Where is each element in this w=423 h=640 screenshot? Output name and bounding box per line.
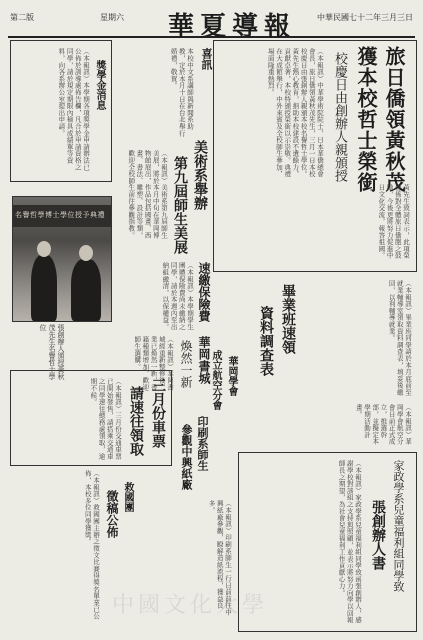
- home-headline-b: 張創辦人書: [370, 500, 386, 570]
- notice-headline: 速繳保險費: [197, 262, 211, 322]
- ticket-body: （本報訊）三月份交通車票已開始發售，請搭乘交通車之同學速往總務處領取，逾期不候。: [89, 378, 122, 460]
- invite-body: （本報訊）印刷系師生一行日前前往中興紙廠參觀，瞭解造紙流程，獲益良多。: [207, 500, 232, 616]
- photo-head-left: [37, 241, 51, 257]
- watermark: 中國文化大學: [112, 593, 269, 618]
- wedding-body: 本校中文系講師與新聞系助教，定於本月十日在台北舉行婚禮，敬賀。: [169, 48, 194, 137]
- bookstore-subheadline: 煥然一新: [179, 340, 193, 388]
- home-headline-a: 家政學系兒童福利組同學致: [392, 460, 405, 592]
- club-body: （本報訊）華岡學會航空分會日前正式成立，推選幹部，並擬定本學期活動計畫。: [354, 404, 412, 445]
- main-headline-a: 旅日僑領黃秋茂: [382, 46, 406, 193]
- ceremony-photo: [12, 196, 112, 322]
- invite-headline-b: 參觀中興紙廠: [180, 424, 193, 490]
- arts-body: （本報訊）美術系第九屆師生美展，將於本月中旬在華岡博物館展出，作品包括國畫、西畫、書法、雕塑、設計等類，歡迎全校師生前往參觀指教。: [127, 150, 168, 239]
- bookstore-body: （本報訊）華岡書城經重新整修後，業已煥然一新，書籍種類增加，歡迎師生選購。: [133, 336, 174, 391]
- club-headline-b: 成立航空分會: [210, 350, 221, 410]
- award-headline: 獎學金消息: [94, 60, 105, 110]
- ticket-headline-b: 請速往領取: [128, 386, 144, 456]
- contest-headline-b: 徵稿公佈: [105, 490, 119, 538]
- issue-day: 星期六: [100, 13, 124, 22]
- ticket-headline-a: 三月份車票: [150, 378, 166, 448]
- contest-headline-a: 救國團: [122, 482, 133, 512]
- club-headline-a: 華岡學會: [226, 356, 237, 396]
- dateline: 中華民國七十二年三月三日: [317, 13, 413, 22]
- main-body-cont: 黃先生致詞表示，此項榮譽係對全體旅日僑胞之鼓勵，今後更將努力促進中日文化交流，報答祖國。: [377, 184, 410, 259]
- photo-head-right: [79, 245, 93, 261]
- photo-figure-left: [31, 255, 57, 321]
- summary-body: （本報訊）畢業班同學請於本月底前至就業輔導室領取資料調查表，填妥後繳回，以利輔導就業。: [387, 280, 412, 396]
- page-number: 第二版: [10, 13, 34, 22]
- arts-headline-b: 第九屆師生美展: [172, 156, 188, 254]
- main-headline-b: 獲本校哲士榮銜: [354, 46, 378, 193]
- photo-figure-right: [71, 259, 101, 321]
- award-body: （本報訊）本學期各項獎學金申請辦法已公佈於訓導處佈告欄，凡合於申請資格之同學，請於規定期限內檢具成績單等資料，向各系辦公室提出申請。: [57, 48, 90, 171]
- notice-body: （本報訊）本學期學生團體保險費尚未繳納之同學，請於本週內至出納組繳清，以保權益。: [161, 262, 194, 330]
- photo-banner-text: 名譽哲學博士學位授予典禮: [15, 211, 105, 219]
- summary-headline-a: 畢業班速領: [280, 284, 296, 354]
- home-body: （本報訊）家政學系兒童福利組同學致函張創辦人，感謝學校對該組之支持與照顧，並表示將努力向學以回報師長之期望，為社會兒童福利工作貢獻心力。: [337, 460, 362, 624]
- arts-headline-a: 美術系舉辦: [192, 140, 208, 210]
- wedding-headline: 喜訊: [200, 48, 213, 70]
- summary-headline-b: 資料調查表: [258, 306, 274, 376]
- invite-headline-a: 印刷系師生: [196, 416, 209, 471]
- bookstore-headline: 華岡書城: [197, 336, 211, 384]
- photo-caption: 張創辦人頒授黃秋茂先生名譽哲士學位: [39, 324, 65, 380]
- main-body: （本報訊）中華學術院院士，日本華僑總會會長，旅日僑領黃秋茂先生，三月一日本校校慶日由張創辦人親頒本校名譽哲士學位。黃先生熱心教育，捐助本校建設不遺餘力，貢獻卓著，本校特頒授榮銜以示崇敬。典禮在大成館舉行，中外來賓及全校師生參加，場面隆重熱烈。: [266, 48, 324, 178]
- main-subheadline: 校慶日由創辦人親頒授: [332, 52, 347, 182]
- masthead-title: 華夏導報: [168, 12, 297, 42]
- contest-body: （本報訊）救國團主辦之徵文比賽得獎名單業已公佈，本校多位同學獲獎。: [83, 470, 100, 620]
